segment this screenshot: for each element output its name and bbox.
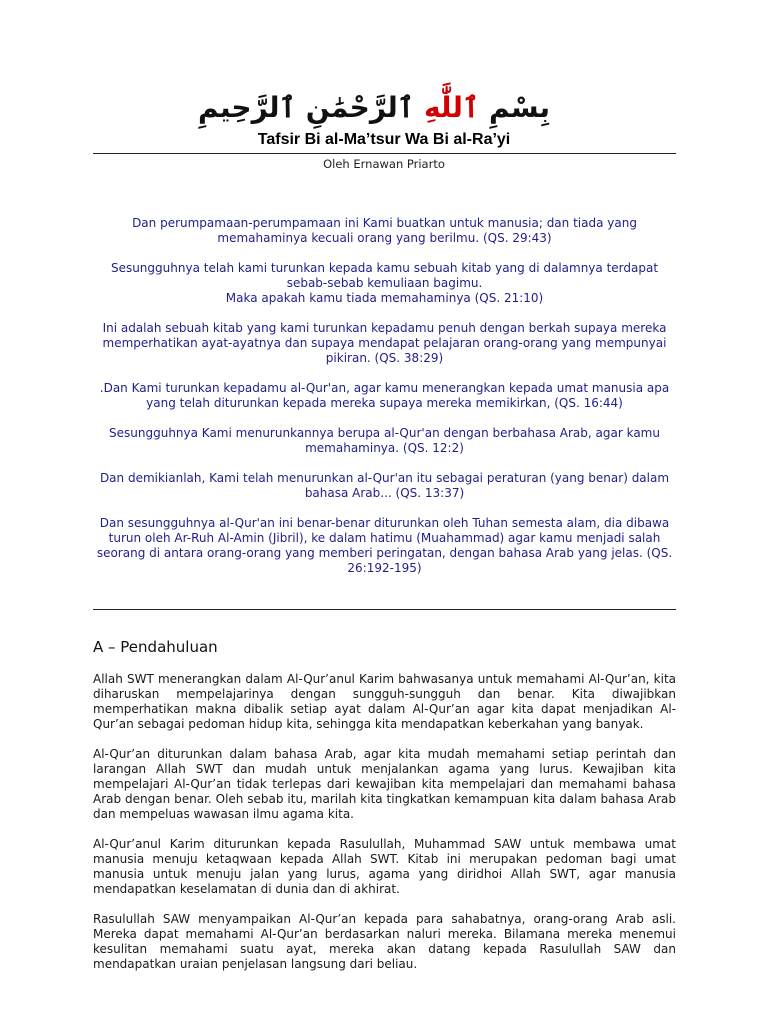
quote-3: Ini adalah sebuah kitab yang kami turunkan kepadamu penuh dengan berkah supaya mereka memperhatikan ayat-ayatnya dan supaya mendapat pelajaran orang-orang yang mempunyai pikiran. (QS. 38:29)	[102, 321, 667, 365]
basmala-calligraphy	[198, 88, 550, 128]
quote-5: Sesungguhnya Kami menurunkannya berupa al-Qur'an dengan berbahasa Arab, agar kamu memahaminya. (QS. 12:2)	[109, 426, 660, 455]
quote-2-line-1: Sesungguhnya telah kami turunkan kepada kamu sebuah kitab yang di dalamnya terdapat sebab-sebab kemuliaan bagimu.	[110, 261, 659, 290]
document-title: Tafsir Bi al-Ma’tsur Wa Bi al-Ra’yi	[257, 131, 511, 148]
paragraph-1: Allah SWT menerangkan dalam Al-Qur’anul Karim bahwasanya untuk memahami Al-Qur’an, kita diharuskan mempelajarinya dengan sungguh-sungguh dan benar. Kita diwajibkan memperhatikan makna dibalik setiap ayat dalam Al-Qur’an agar kita dapat menjadikan Al-Qur’an sebagai pedoman hidup kita, sehingga kita mendapatkan keberkahan yang banyak.	[93, 672, 676, 731]
quote-4: .Dan Kami turunkan kepadamu al-Qur'an, agar kamu menerangkan kepada umat manusia apa yang telah diturunkan kepada mereka supaya mereka memikirkan, (QS. 16:44)	[99, 381, 670, 410]
paragraph-4: Rasulullah SAW menyampaikan Al-Qur’an kepada para sahabatnya, orang-orang Arab asli. Mereka dapat memahami Al-Qur’an berdasarkan naluri mereka. Bilamana mereka menemui kesulitan memahami suatu ayat, mereka akan datang kepada Rasulullah SAW dan mendapatkan uraian penjelasan langsung dari beliau.	[93, 912, 676, 971]
quran-quotes-block	[93, 216, 676, 591]
quotes-divider	[93, 609, 676, 610]
title-divider	[93, 153, 676, 154]
section-body	[93, 672, 676, 987]
quote-2	[93, 261, 676, 306]
basmala-rahman-rahim: ٱلرَّحْمَٰنِ ٱلرَّحِيمِ	[198, 91, 415, 124]
quote-2-line-2: Maka apakah kamu tiada memahaminya (QS. 21:10)	[225, 291, 544, 305]
quote-7: Dan sesungguhnya al-Qur'an ini benar-benar diturunkan oleh Tuhan semesta alam, dia dibawa turun oleh Ar-Ruh Al-Amin (Jibril), ke dalam hatimu (Muahammad) agar kamu menjadi salah seorang di antara orang-orang yang memberi peringatan, dengan bahasa Arab yang jelas. (QS. 26:192-195)	[96, 516, 673, 575]
author-line: Oleh Ernawan Priarto	[323, 157, 445, 171]
basmala-allah: ٱللَّٰهِ	[423, 91, 480, 124]
quote-6: Dan demikianlah, Kami telah menurunkan al-Qur'an itu sebagai peraturan (yang benar) dalam bahasa Arab... (QS. 13:37)	[99, 471, 670, 500]
paragraph-2: Al-Qur’an diturunkan dalam bahasa Arab, agar kita mudah memahami setiap perintah dan larangan Allah SWT dan mudah untuk menjalankan agama yang lurus. Kewajiban kita mempelajari Al-Qur’an tidak terlepas dari kewajiban kita mempelajari dan memahami bahasa Arab dengan benar. Oleh sebab itu, marilah kita tingkatkan kemampuan kita dalam bahasa Arab dan mempeluas wawasan ilmu agama kita.	[93, 747, 676, 821]
paragraph-3: Al-Qur’anul Karim diturunkan kepada Rasulullah, Muhammad SAW untuk membawa umat manusia menuju ketaqwaan kepada Allah SWT. Kitab ini merupakan pedoman bagi umat manusia untuk menuju jalan yang lurus, agama yang diridhoi Allah SWT, agar manusia mendapatkan keselamatan di dunia dan di akhirat.	[93, 837, 676, 896]
section-heading: A – Pendahuluan	[93, 638, 218, 656]
quote-1: Dan perumpamaan-perumpamaan ini Kami buatkan untuk manusia; dan tiada yang memahaminya kecuali orang yang berilmu. (QS. 29:43)	[132, 216, 637, 245]
basmala-bismi: بِسْمِ	[489, 91, 550, 124]
